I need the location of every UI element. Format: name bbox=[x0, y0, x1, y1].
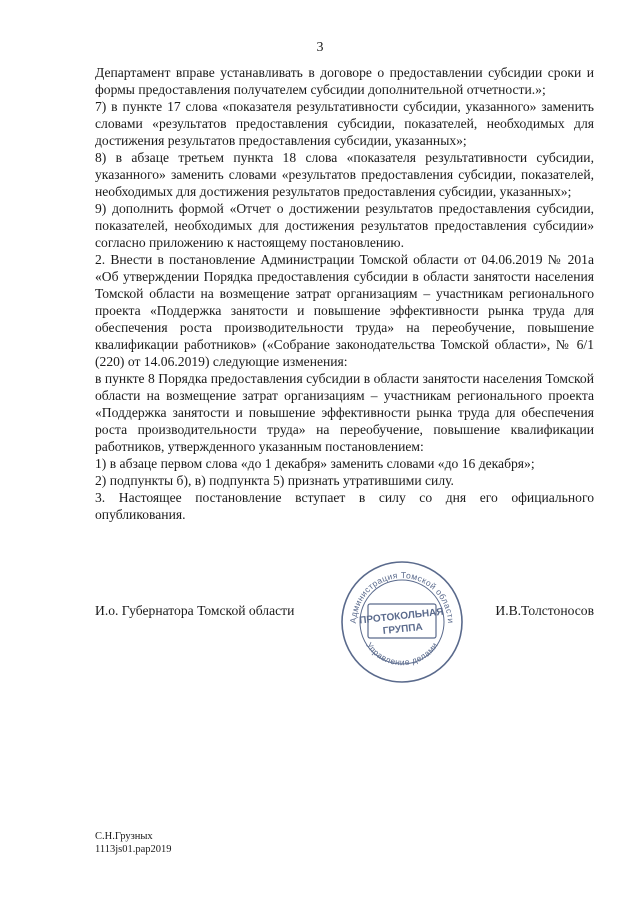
paragraph: 3. Настоящее постановление вступает в силу со дня его официального опубликования. bbox=[95, 490, 594, 522]
document-body bbox=[95, 64, 594, 523]
paragraph: в пункте 8 Порядка предоставления субсидии в области занятости населения Томской области на возмещение затрат организациям – участникам регионального проекта «Поддержка занятости и повышение эффективности рынка труда для обеспечения роста производительности труда» на переобучение, повышение квалификации работников, утвержденного указанным постановлением: bbox=[95, 371, 594, 454]
official-stamp bbox=[338, 558, 466, 686]
footer bbox=[95, 830, 172, 856]
svg-text:ПРОТОКОЛЬНАЯ: ПРОТОКОЛЬНАЯ bbox=[358, 606, 445, 627]
svg-text:ГРУППА: ГРУППА bbox=[382, 621, 424, 638]
stamp-seal-icon bbox=[338, 558, 466, 686]
paragraph: 2) подпункты б), в) подпункта 5) признать утратившими силу. bbox=[95, 473, 454, 488]
file-reference: 1113js01.pap2019 bbox=[95, 844, 172, 855]
svg-text:Управление делами: Управление делами bbox=[364, 640, 440, 668]
svg-text:Администрация Томской области: Администрация Томской области bbox=[347, 569, 457, 624]
paragraph: 2. Внести в постановление Администрации Томской области от 04.06.2019 № 201а «Об утверждении Порядка предоставления субсидии в области занятости населения Томской области на возмещение затрат организациям – участникам регионального проекта «Поддержка занятости и повышение эффективности рынка труда для обеспечения роста производительности труда» на переобучение, повышение квалификации работников» («Собрание законодательства Томской области», № 6/1 (220) от 14.06.2019) следующие изменения: bbox=[95, 252, 594, 369]
paragraph: 9) дополнить формой «Отчет о достижении результатов предоставления субсидии, показателей, необходимых для достижения результатов предоставления субсидии» согласно приложению к настоящему постановлению. bbox=[95, 201, 594, 250]
author-initials: С.Н.Грузных bbox=[95, 831, 153, 842]
paragraph: 7) в пункте 17 слова «показателя результативности субсидии, указанного» заменить словами «результатов предоставления субсидии, показателей, необходимых для достижения результатов предоставления субсидии, указанных»; bbox=[95, 99, 594, 148]
signatory-name: И.В.Толстоносов bbox=[495, 603, 594, 618]
paragraph: Департамент вправе устанавливать в договоре о предоставлении субсидии сроки и формы предоставления получателем субсидии дополнительной отчетности.»; bbox=[95, 65, 594, 97]
page-number: 3 bbox=[316, 40, 324, 55]
paragraph: 1) в абзаце первом слова «до 1 декабря» заменить словами «до 16 декабря»; bbox=[95, 456, 535, 471]
signatory-position: И.о. Губернатора Томской области bbox=[95, 603, 295, 618]
paragraph: 8) в абзаце третьем пункта 18 слова «показателя результативности субсидии, указанного» заменить словами «результатов предоставления субсидии, показателей, необходимых для достижения результатов предоставления субсидии, указанных»; bbox=[95, 150, 594, 199]
